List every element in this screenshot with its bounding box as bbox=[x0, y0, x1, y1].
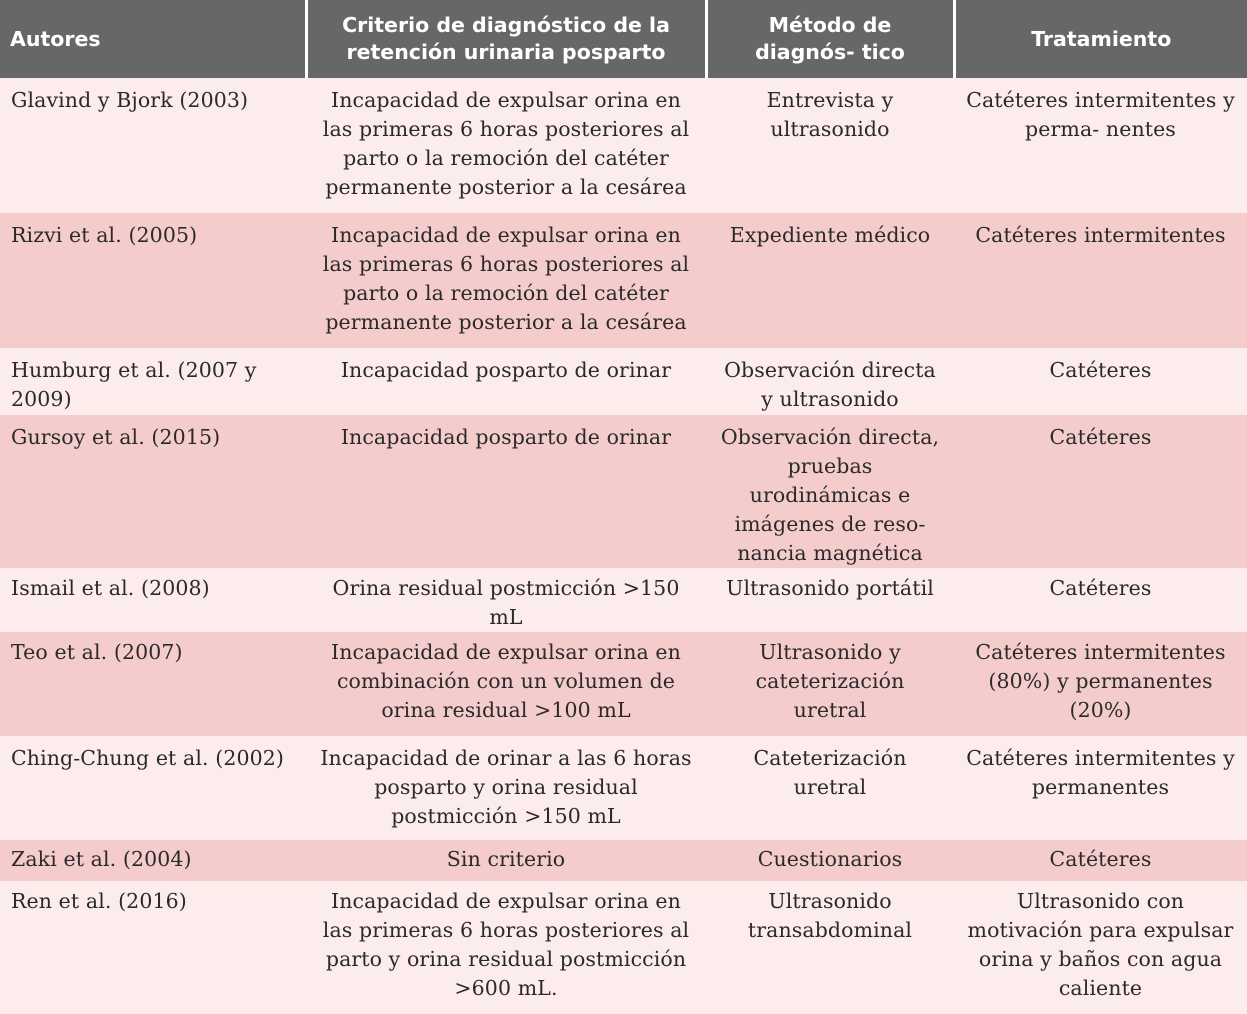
cell-author: Ismail et al. (2008) bbox=[0, 568, 306, 632]
cell-criterion: Incapacidad posparto de orinar bbox=[306, 415, 706, 568]
table-header-row bbox=[0, 0, 1247, 78]
cell-treatment: Catéteres bbox=[954, 415, 1247, 568]
cell-criterion: Incapacidad posparto de orinar bbox=[306, 348, 706, 415]
cell-criterion: Incapacidad de expulsar orina en las primeras 6 horas posteriores al parto o la remoción del catéter permanente posterior a la cesárea bbox=[306, 78, 706, 213]
cell-method: Entrevista y ultrasonido bbox=[706, 78, 954, 213]
cell-criterion: Incapacidad de expulsar orina en las primeras 6 horas posteriores al parto o la remoción del catéter permanente posterior a la cesárea bbox=[306, 213, 706, 348]
cell-treatment: Catéteres bbox=[954, 348, 1247, 415]
cell-method: Ultrasonido portátil bbox=[706, 568, 954, 632]
cell-author: Teo et al. (2007) bbox=[0, 632, 306, 736]
cell-author: Zaki et al. (2004) bbox=[0, 840, 306, 881]
table-row bbox=[0, 736, 1247, 840]
cell-treatment: Catéteres bbox=[954, 568, 1247, 632]
cell-author: Glavind y Bjork (2003) bbox=[0, 78, 306, 213]
header-treatment: Tratamiento bbox=[954, 0, 1247, 78]
cell-author: Ren et al. (2016) bbox=[0, 881, 306, 1014]
table-row bbox=[0, 568, 1247, 632]
cell-method: Ultrasonido y cateterización uretral bbox=[706, 632, 954, 736]
cell-treatment: Ultrasonido con motivación para expulsar orina y baños con agua caliente bbox=[954, 881, 1247, 1014]
cell-author: Rizvi et al. (2005) bbox=[0, 213, 306, 348]
cell-method: Ultrasonido transabdominal bbox=[706, 881, 954, 1014]
table-row bbox=[0, 348, 1247, 415]
table-row bbox=[0, 213, 1247, 348]
table-row bbox=[0, 78, 1247, 213]
cell-method: Observación directa y ultrasonido bbox=[706, 348, 954, 415]
cell-method: Observación directa, pruebas urodinámicas e imágenes de reso- nancia magnética bbox=[706, 415, 954, 568]
cell-method: Cuestionarios bbox=[706, 840, 954, 881]
table-row bbox=[0, 415, 1247, 568]
cell-criterion: Incapacidad de expulsar orina en combinación con un volumen de orina residual >100 mL bbox=[306, 632, 706, 736]
cell-criterion: Incapacidad de expulsar orina en las primeras 6 horas posteriores al parto y orina residual postmicción >600 mL. bbox=[306, 881, 706, 1014]
cell-criterion: Orina residual postmicción >150 mL bbox=[306, 568, 706, 632]
table-row bbox=[0, 881, 1247, 1014]
cell-criterion: Incapacidad de orinar a las 6 horas posparto y orina residual postmicción >150 mL bbox=[306, 736, 706, 840]
cell-author: Ching-Chung et al. (2002) bbox=[0, 736, 306, 840]
cell-treatment: Catéteres intermitentes (80%) y permanentes (20%) bbox=[954, 632, 1247, 736]
cell-author: Gursoy et al. (2015) bbox=[0, 415, 306, 568]
cell-method: Cateterización uretral bbox=[706, 736, 954, 840]
table-row bbox=[0, 632, 1247, 736]
header-method: Método de diagnós- tico bbox=[706, 0, 954, 78]
header-criterion: Criterio de diagnóstico de la retención urinaria posparto bbox=[306, 0, 706, 78]
cell-treatment: Catéteres intermitentes bbox=[954, 213, 1247, 348]
cell-treatment: Catéteres bbox=[954, 840, 1247, 881]
header-authors: Autores bbox=[0, 0, 306, 78]
table-row bbox=[0, 840, 1247, 881]
cell-treatment: Catéteres intermitentes y permanentes bbox=[954, 736, 1247, 840]
cell-method: Expediente médico bbox=[706, 213, 954, 348]
cell-criterion: Sin criterio bbox=[306, 840, 706, 881]
cell-treatment: Catéteres intermitentes y perma- nentes bbox=[954, 78, 1247, 213]
cell-author: Humburg et al. (2007 y 2009) bbox=[0, 348, 306, 415]
